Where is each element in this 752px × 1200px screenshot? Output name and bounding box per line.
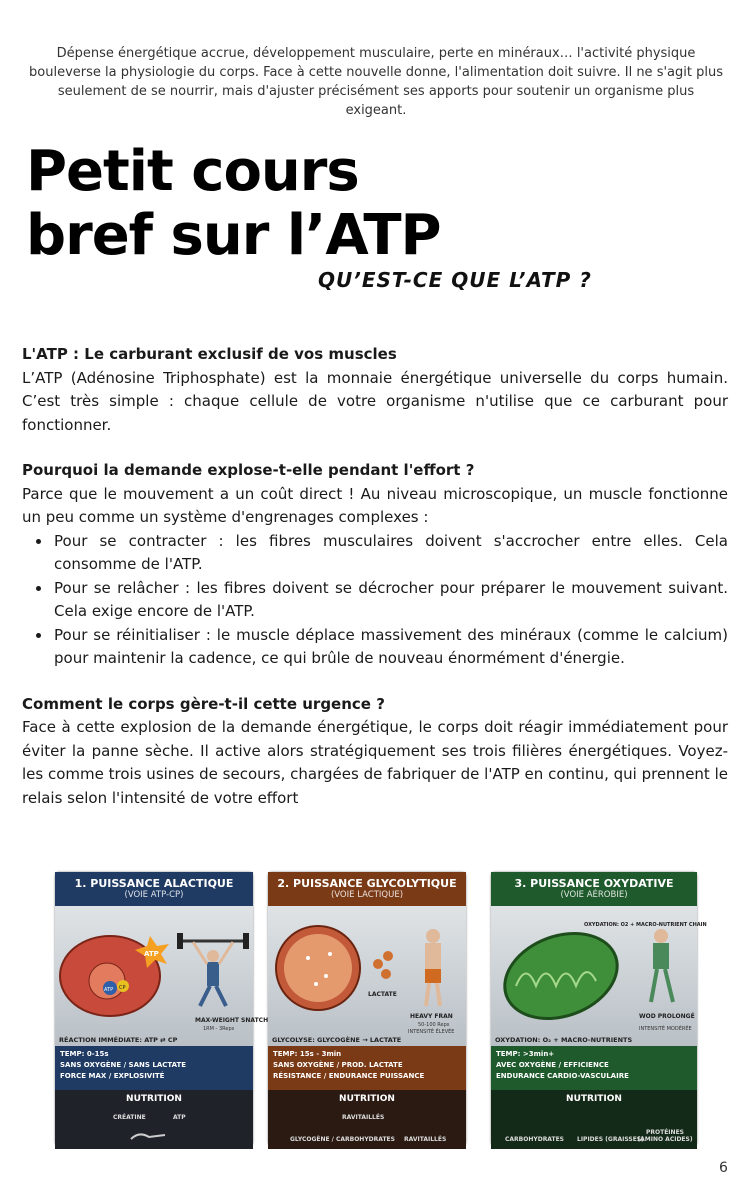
card-stats	[491, 1046, 697, 1090]
title-line-1: Petit cours	[26, 139, 359, 204]
card-alactic	[55, 872, 269, 1146]
card-header	[268, 872, 466, 906]
card-header	[491, 872, 697, 906]
title-line-2: bref sur l’ATP	[26, 203, 441, 268]
list-item: • Pour se contracter : les fibres musculaires doivent s'accrocher entre elles. Cela consomme de l'ATP.	[52, 530, 728, 577]
stat-time: TEMP: >3min+	[496, 1050, 555, 1058]
card-title: 1. PUISSANCE ALACTIQUE	[74, 877, 234, 890]
nutrition-item: LIPIDES (GRAISSES)	[577, 1136, 644, 1143]
nutrition-title: NUTRITION	[566, 1094, 622, 1104]
atp-burst-label: ATP	[144, 950, 159, 958]
list-item: • Pour se réinitialiser : le muscle déplace massivement des minéraux (comme le calcium) pour maintenir la cadence, ce qui brûle de nouveau énormément d'énergie.	[52, 624, 728, 671]
card-subtitle: (VOIE ATP-CP)	[124, 890, 184, 900]
stat-time: TEMP: 0-15s	[60, 1050, 109, 1058]
card-oxidative	[491, 872, 707, 1146]
stat-quality: ENDURANCE CARDIO-VASCULAIRE	[496, 1072, 629, 1080]
card-header	[55, 872, 253, 906]
section-heading: L'ATP : Le carburant exclusif de vos muscles	[22, 345, 397, 363]
exercise-label: MAX-WEIGHT SNATCH	[195, 1017, 269, 1024]
page-title	[26, 140, 441, 268]
nutrition-item: GLYCOGÈNE / CARBOHYDRATES	[290, 1136, 395, 1143]
nutrition-title: NUTRITION	[339, 1094, 395, 1104]
section-heading: Comment le corps gère-t-il cette urgence ?	[22, 694, 385, 713]
reps-label: 50-100 Reps	[418, 1022, 450, 1028]
card-subtitle: (VOIE LACTIQUE)	[330, 890, 404, 900]
cp-label: CP	[119, 985, 126, 991]
section-text: Face à cette explosion de la demande énergétique, le corps doit réagir immédiatement pour éviter la panne sèche. Il active alors stratégiquement ses trois filières énergétiques. Voyez-les comme trois usines de secours, chargées de fabriquer de l'ATP en continu, qui prennent le relais selon l'intensité de votre effort	[22, 718, 728, 807]
nutrition-item: PROTÉINES (AMINO ACIDES)	[637, 1129, 693, 1143]
card-nutrition	[268, 1090, 466, 1149]
nutrition-item: RAVITAILLÉS	[404, 1136, 447, 1143]
bullet-list	[22, 530, 728, 671]
exercise-label: WOD PROLONGÉ	[639, 1013, 695, 1020]
energy-pathways-infographic	[55, 872, 707, 1148]
intensity-label: INTENSITÉ ÉLEVÉE	[408, 1029, 455, 1035]
intro-paragraph: Dépense énergétique accrue, développement musculaire, perte en minéraux… l'activité physique bouleverse la physiologie du corps. Face à cette nouvelle donne, l'alimentation doit suivre. Il ne s'agit plus seulement de se nourrir, mais d'ajuster précisément ses apports pour soutenir un organisme plus exigeant.	[29, 46, 723, 118]
stat-oxygen: AVEC OXYGÈNE / EFFICIENCE	[496, 1061, 609, 1069]
card-nutrition	[55, 1090, 253, 1149]
stat-oxygen: SANS OXYGÈNE / PROD. LACTATE	[273, 1061, 403, 1069]
section-urgency	[22, 693, 728, 811]
section-atp-fuel	[22, 343, 728, 437]
card-title: 3. PUISSANCE OXYDATIVE	[514, 877, 674, 890]
stat-oxygen: SANS OXYGÈNE / SANS LACTATE	[60, 1061, 187, 1069]
card-caption: OXYDATION: O₂ + MACRO-NUTRIENTS	[495, 1036, 633, 1044]
card-illustration	[491, 906, 707, 1046]
card-stats	[55, 1046, 253, 1090]
section-heading: Pourquoi la demande explose-t-elle pendant l'effort ?	[22, 461, 475, 479]
cell-illustration	[268, 906, 466, 1046]
nutrition-title: NUTRITION	[126, 1094, 182, 1104]
oxidation-chain-label: OXYDATION: O2 + MACRO-NUTRIENT CHAIN	[584, 922, 707, 928]
stat-quality: RÉSISTANCE / ENDURANCE PUISSANCE	[273, 1072, 425, 1080]
card-title: 2. PUISSANCE GLYCOLYTIQUE	[277, 877, 457, 890]
card-caption: RÉACTION IMMÉDIATE: ATP ⇄ CP	[59, 1036, 178, 1044]
muscle-illustration	[55, 906, 269, 1046]
card-nutrition	[491, 1090, 697, 1149]
reps-label: 1RM - 3Reps	[203, 1026, 235, 1032]
card-stats	[268, 1046, 466, 1090]
section-text: L’ATP (Adénosine Triphosphate) est la monnaie énergétique universelle du corps humain. C’est très simple : chaque cellule de votre organisme n'utilise que ce carburant pour fonctionner.	[22, 368, 728, 434]
nutrition-item: ATP	[173, 1114, 186, 1121]
nutrition-item: RAVITAILLÉS	[342, 1114, 385, 1121]
nutrition-item: CRÉATINE	[113, 1114, 146, 1121]
page-number: 6	[719, 1160, 728, 1176]
card-illustration	[55, 906, 269, 1046]
card-subtitle: (VOIE AÉROBIE)	[560, 890, 628, 900]
card-glycolytic	[268, 872, 466, 1146]
nutrition-item: CARBOHYDRATES	[505, 1136, 564, 1143]
exercise-label: HEAVY FRAN	[410, 1013, 453, 1020]
page-subtitle: QU’EST-CE QUE L’ATP ?	[318, 268, 592, 292]
intensity-label: INTENSITÉ MODÉRÉE	[639, 1026, 692, 1032]
hand-icon	[129, 1127, 169, 1143]
card-caption: GLYCOLYSE: GLYCOGÈNE → LACTATE	[272, 1036, 402, 1044]
atp-label: ATP	[104, 987, 114, 993]
section-demand	[22, 459, 728, 671]
stat-quality: FORCE MAX / EXPLOSIVITÉ	[60, 1072, 165, 1080]
lactate-label: LACTATE	[368, 991, 397, 998]
section-text: Parce que le mouvement a un coût direct ! Au niveau microscopique, un muscle fonctionne un peu comme un système d'engrenages complexes :	[22, 484, 728, 526]
list-item: • Pour se relâcher : les fibres doivent se décrocher pour préparer le mouvement suivant. Cela exige encore de l'ATP.	[52, 577, 728, 624]
mitochondria-illustration	[491, 906, 707, 1046]
article-body	[22, 343, 728, 832]
stat-time: TEMP: 15s - 3min	[273, 1050, 342, 1058]
card-illustration	[268, 906, 466, 1046]
